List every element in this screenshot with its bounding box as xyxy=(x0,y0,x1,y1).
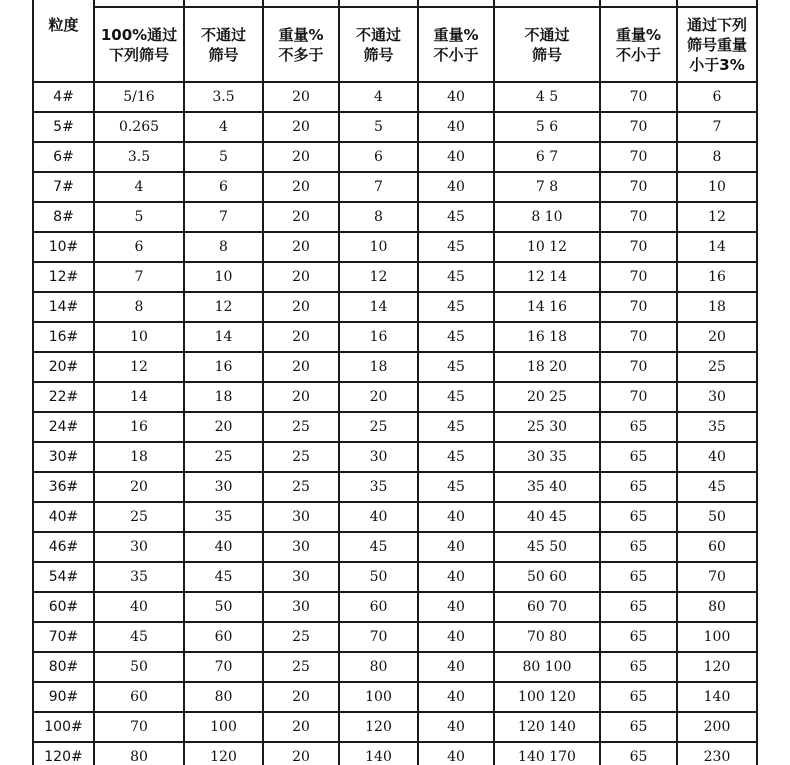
cell-pass-under-3pct: 70 xyxy=(677,562,757,592)
cell-pass-under-3pct: 20 xyxy=(677,322,757,352)
cell-range: 12 14 xyxy=(494,262,600,292)
cell-weight-max: 20 xyxy=(263,352,339,382)
cell-not-pass-2: 30 xyxy=(339,442,418,472)
cell-grain-size: 20# xyxy=(33,352,94,382)
cell-pass-100: 5/16 xyxy=(94,82,184,112)
table-row xyxy=(33,352,757,382)
cell-weight-min-1: 40 xyxy=(418,592,494,622)
cell-pass-under-3pct: 50 xyxy=(677,502,757,532)
table-row xyxy=(33,652,757,682)
cell-grain-size: 6# xyxy=(33,142,94,172)
cell-not-pass-1: 7 xyxy=(184,202,263,232)
cell-pass-100: 14 xyxy=(94,382,184,412)
cell-not-pass-1: 40 xyxy=(184,532,263,562)
header-not-pass-3: 不通过 筛号 xyxy=(494,7,600,82)
cell-weight-max: 30 xyxy=(263,562,339,592)
cell-not-pass-2: 100 xyxy=(339,682,418,712)
cell-not-pass-1: 45 xyxy=(184,562,263,592)
cell-not-pass-2: 45 xyxy=(339,532,418,562)
cell-weight-min-2: 65 xyxy=(600,652,677,682)
cell-pass-100: 6 xyxy=(94,232,184,262)
table-row xyxy=(33,682,757,712)
cell-not-pass-2: 6 xyxy=(339,142,418,172)
cell-range: 40 45 xyxy=(494,502,600,532)
cell-weight-min-1: 45 xyxy=(418,232,494,262)
cell-weight-max: 25 xyxy=(263,622,339,652)
table-row xyxy=(33,742,757,765)
cell-not-pass-1: 14 xyxy=(184,322,263,352)
cell-grain-size: 36# xyxy=(33,472,94,502)
cell-pass-under-3pct: 12 xyxy=(677,202,757,232)
cell-pass-under-3pct: 25 xyxy=(677,352,757,382)
cell-pass-100: 20 xyxy=(94,472,184,502)
cell-range: 100 120 xyxy=(494,682,600,712)
table-row xyxy=(33,712,757,742)
cell-weight-min-2: 65 xyxy=(600,562,677,592)
cell-not-pass-2: 10 xyxy=(339,232,418,262)
cell-not-pass-1: 16 xyxy=(184,352,263,382)
cell-weight-min-1: 45 xyxy=(418,472,494,502)
cell-weight-max: 20 xyxy=(263,172,339,202)
cell-pass-under-3pct: 18 xyxy=(677,292,757,322)
cell-weight-min-2: 65 xyxy=(600,532,677,562)
cell-pass-under-3pct: 120 xyxy=(677,652,757,682)
cell-pass-under-3pct: 100 xyxy=(677,622,757,652)
cell-not-pass-2: 16 xyxy=(339,322,418,352)
table-row xyxy=(33,442,757,472)
cell-pass-100: 8 xyxy=(94,292,184,322)
cell-weight-min-1: 40 xyxy=(418,652,494,682)
cell-weight-min-1: 40 xyxy=(418,712,494,742)
table-row xyxy=(33,142,757,172)
cell-pass-under-3pct: 6 xyxy=(677,82,757,112)
cell-weight-min-1: 45 xyxy=(418,262,494,292)
cell-weight-max: 25 xyxy=(263,442,339,472)
cell-weight-min-2: 65 xyxy=(600,682,677,712)
cell-not-pass-1: 18 xyxy=(184,382,263,412)
table-row xyxy=(33,322,757,352)
cell-not-pass-1: 5 xyxy=(184,142,263,172)
cell-weight-min-2: 70 xyxy=(600,142,677,172)
cell-not-pass-1: 4 xyxy=(184,112,263,142)
table-row xyxy=(33,502,757,532)
cell-grain-size: 5# xyxy=(33,112,94,142)
cell-pass-100: 0.265 xyxy=(94,112,184,142)
cell-pass-under-3pct: 80 xyxy=(677,592,757,622)
cell-grain-size: 90# xyxy=(33,682,94,712)
cell-weight-max: 20 xyxy=(263,322,339,352)
cell-not-pass-1: 6 xyxy=(184,172,263,202)
cell-weight-min-1: 45 xyxy=(418,292,494,322)
cell-pass-100: 10 xyxy=(94,322,184,352)
cell-not-pass-1: 20 xyxy=(184,412,263,442)
cell-weight-min-1: 45 xyxy=(418,412,494,442)
cell-not-pass-1: 120 xyxy=(184,742,263,765)
cell-not-pass-1: 3.5 xyxy=(184,82,263,112)
cell-weight-min-1: 45 xyxy=(418,322,494,352)
cell-pass-100: 16 xyxy=(94,412,184,442)
cell-weight-min-2: 65 xyxy=(600,502,677,532)
cell-pass-100: 50 xyxy=(94,652,184,682)
cell-weight-min-1: 45 xyxy=(418,202,494,232)
table-row xyxy=(33,232,757,262)
cell-pass-100: 80 xyxy=(94,742,184,765)
cell-weight-min-2: 70 xyxy=(600,202,677,232)
cell-not-pass-1: 30 xyxy=(184,472,263,502)
cell-weight-min-1: 40 xyxy=(418,502,494,532)
cell-range: 80 100 xyxy=(494,652,600,682)
cell-not-pass-1: 60 xyxy=(184,622,263,652)
cell-range: 16 18 xyxy=(494,322,600,352)
table-row xyxy=(33,592,757,622)
header-not-pass-1: 不通过 筛号 xyxy=(184,7,263,82)
cell-grain-size: 16# xyxy=(33,322,94,352)
cell-range: 4 5 xyxy=(494,82,600,112)
cell-weight-min-2: 70 xyxy=(600,82,677,112)
cell-pass-under-3pct: 30 xyxy=(677,382,757,412)
table-row xyxy=(33,622,757,652)
cell-grain-size: 10# xyxy=(33,232,94,262)
cell-pass-100: 60 xyxy=(94,682,184,712)
cell-not-pass-2: 5 xyxy=(339,112,418,142)
cell-pass-100: 12 xyxy=(94,352,184,382)
cell-not-pass-1: 25 xyxy=(184,442,263,472)
cell-weight-max: 30 xyxy=(263,532,339,562)
cell-weight-max: 20 xyxy=(263,232,339,262)
table-row xyxy=(33,202,757,232)
cell-grain-size: 14# xyxy=(33,292,94,322)
cell-not-pass-2: 40 xyxy=(339,502,418,532)
cell-not-pass-2: 120 xyxy=(339,712,418,742)
table-header-row xyxy=(33,7,757,82)
header-grain-size: 粒度 xyxy=(33,7,94,82)
cell-pass-100: 45 xyxy=(94,622,184,652)
cell-weight-min-1: 40 xyxy=(418,682,494,712)
cell-weight-min-2: 70 xyxy=(600,292,677,322)
cell-grain-size: 8# xyxy=(33,202,94,232)
cell-pass-100: 40 xyxy=(94,592,184,622)
cell-grain-size: 120# xyxy=(33,742,94,765)
cell-pass-under-3pct: 60 xyxy=(677,532,757,562)
header-weight-max: 重量% 不多于 xyxy=(263,7,339,82)
cell-grain-size: 54# xyxy=(33,562,94,592)
table-row xyxy=(33,82,757,112)
table-row xyxy=(33,112,757,142)
cell-grain-size: 30# xyxy=(33,442,94,472)
cell-weight-max: 20 xyxy=(263,202,339,232)
cell-pass-100: 7 xyxy=(94,262,184,292)
cell-range: 5 6 xyxy=(494,112,600,142)
table-row xyxy=(33,532,757,562)
cell-pass-under-3pct: 16 xyxy=(677,262,757,292)
cell-range: 25 30 xyxy=(494,412,600,442)
cell-weight-min-1: 40 xyxy=(418,112,494,142)
cell-weight-max: 20 xyxy=(263,712,339,742)
cell-weight-min-2: 70 xyxy=(600,262,677,292)
table-row xyxy=(33,562,757,592)
cell-pass-under-3pct: 45 xyxy=(677,472,757,502)
cell-not-pass-2: 7 xyxy=(339,172,418,202)
cell-weight-min-1: 45 xyxy=(418,382,494,412)
cell-pass-100: 3.5 xyxy=(94,142,184,172)
cell-range: 30 35 xyxy=(494,442,600,472)
cell-weight-min-2: 70 xyxy=(600,232,677,262)
table-row xyxy=(33,472,757,502)
cell-not-pass-2: 14 xyxy=(339,292,418,322)
cell-grain-size: 80# xyxy=(33,652,94,682)
cell-pass-under-3pct: 35 xyxy=(677,412,757,442)
cell-weight-min-1: 40 xyxy=(418,742,494,765)
cell-pass-under-3pct: 10 xyxy=(677,172,757,202)
cell-pass-under-3pct: 8 xyxy=(677,142,757,172)
cell-pass-100: 18 xyxy=(94,442,184,472)
cell-weight-min-2: 70 xyxy=(600,382,677,412)
cell-not-pass-2: 4 xyxy=(339,82,418,112)
cell-weight-min-2: 70 xyxy=(600,172,677,202)
cell-weight-min-1: 45 xyxy=(418,352,494,382)
cell-weight-min-2: 65 xyxy=(600,472,677,502)
cell-weight-max: 25 xyxy=(263,652,339,682)
cell-not-pass-2: 50 xyxy=(339,562,418,592)
cell-not-pass-1: 80 xyxy=(184,682,263,712)
cell-grain-size: 100# xyxy=(33,712,94,742)
cell-grain-size: 40# xyxy=(33,502,94,532)
cell-pass-100: 30 xyxy=(94,532,184,562)
cell-not-pass-2: 25 xyxy=(339,412,418,442)
cell-pass-under-3pct: 230 xyxy=(677,742,757,765)
cell-range: 6 7 xyxy=(494,142,600,172)
table-row xyxy=(33,412,757,442)
cell-weight-max: 20 xyxy=(263,142,339,172)
cell-range: 70 80 xyxy=(494,622,600,652)
cell-weight-min-2: 65 xyxy=(600,712,677,742)
header-pass-under-3pct: 通过下列 筛号重量 小于3% xyxy=(677,7,757,82)
cell-range: 14 16 xyxy=(494,292,600,322)
cell-weight-max: 20 xyxy=(263,292,339,322)
cell-not-pass-2: 8 xyxy=(339,202,418,232)
cell-grain-size: 4# xyxy=(33,82,94,112)
cell-not-pass-2: 80 xyxy=(339,652,418,682)
cell-weight-min-1: 40 xyxy=(418,172,494,202)
cell-range: 10 12 xyxy=(494,232,600,262)
cell-pass-100: 35 xyxy=(94,562,184,592)
cell-not-pass-1: 12 xyxy=(184,292,263,322)
cell-weight-max: 20 xyxy=(263,82,339,112)
cell-not-pass-1: 100 xyxy=(184,712,263,742)
table-top-partial-row xyxy=(33,0,757,7)
cell-weight-min-1: 40 xyxy=(418,622,494,652)
cell-range: 18 20 xyxy=(494,352,600,382)
cell-grain-size: 7# xyxy=(33,172,94,202)
cell-weight-min-2: 65 xyxy=(600,412,677,442)
cell-not-pass-1: 50 xyxy=(184,592,263,622)
header-weight-min-2: 重量% 不小于 xyxy=(600,7,677,82)
cell-grain-size: 22# xyxy=(33,382,94,412)
cell-weight-max: 30 xyxy=(263,592,339,622)
cell-pass-100: 70 xyxy=(94,712,184,742)
cell-weight-min-2: 65 xyxy=(600,442,677,472)
cell-weight-max: 20 xyxy=(263,112,339,142)
cell-not-pass-2: 60 xyxy=(339,592,418,622)
cell-range: 8 10 xyxy=(494,202,600,232)
cell-pass-under-3pct: 140 xyxy=(677,682,757,712)
cell-range: 50 60 xyxy=(494,562,600,592)
cell-range: 140 170 xyxy=(494,742,600,765)
cell-weight-min-2: 65 xyxy=(600,742,677,765)
cell-grain-size: 60# xyxy=(33,592,94,622)
cell-weight-min-1: 40 xyxy=(418,82,494,112)
cell-weight-max: 25 xyxy=(263,472,339,502)
cell-weight-min-1: 40 xyxy=(418,562,494,592)
table-row xyxy=(33,292,757,322)
cell-not-pass-1: 8 xyxy=(184,232,263,262)
cell-range: 60 70 xyxy=(494,592,600,622)
cell-weight-min-2: 65 xyxy=(600,592,677,622)
cell-grain-size: 46# xyxy=(33,532,94,562)
cell-weight-max: 20 xyxy=(263,262,339,292)
cell-grain-size: 24# xyxy=(33,412,94,442)
cell-weight-max: 25 xyxy=(263,412,339,442)
cell-weight-max: 20 xyxy=(263,382,339,412)
cell-weight-max: 20 xyxy=(263,682,339,712)
cell-pass-100: 4 xyxy=(94,172,184,202)
cell-weight-min-2: 70 xyxy=(600,352,677,382)
cell-not-pass-1: 35 xyxy=(184,502,263,532)
cell-pass-100: 5 xyxy=(94,202,184,232)
table-row xyxy=(33,382,757,412)
cell-pass-under-3pct: 14 xyxy=(677,232,757,262)
table-row xyxy=(33,172,757,202)
cell-range: 35 40 xyxy=(494,472,600,502)
cell-not-pass-2: 140 xyxy=(339,742,418,765)
grit-size-table xyxy=(32,0,758,765)
cell-weight-min-1: 45 xyxy=(418,442,494,472)
cell-pass-100: 25 xyxy=(94,502,184,532)
cell-pass-under-3pct: 40 xyxy=(677,442,757,472)
cell-pass-under-3pct: 200 xyxy=(677,712,757,742)
cell-weight-min-2: 70 xyxy=(600,112,677,142)
header-not-pass-2: 不通过 筛号 xyxy=(339,7,418,82)
cell-grain-size: 70# xyxy=(33,622,94,652)
cell-range: 45 50 xyxy=(494,532,600,562)
cell-not-pass-2: 18 xyxy=(339,352,418,382)
cell-weight-min-1: 40 xyxy=(418,532,494,562)
cell-range: 120 140 xyxy=(494,712,600,742)
cell-not-pass-2: 12 xyxy=(339,262,418,292)
cell-not-pass-2: 35 xyxy=(339,472,418,502)
cell-weight-min-2: 70 xyxy=(600,322,677,352)
cell-weight-min-1: 40 xyxy=(418,142,494,172)
header-pass-100: 100%通过 下列筛号 xyxy=(94,7,184,82)
cell-weight-max: 20 xyxy=(263,742,339,765)
cell-not-pass-1: 10 xyxy=(184,262,263,292)
cell-not-pass-2: 70 xyxy=(339,622,418,652)
cell-grain-size: 12# xyxy=(33,262,94,292)
cell-weight-min-2: 65 xyxy=(600,622,677,652)
cell-not-pass-2: 20 xyxy=(339,382,418,412)
cell-range: 20 25 xyxy=(494,382,600,412)
cell-not-pass-1: 70 xyxy=(184,652,263,682)
cell-weight-max: 30 xyxy=(263,502,339,532)
table-row xyxy=(33,262,757,292)
cell-range: 7 8 xyxy=(494,172,600,202)
cell-pass-under-3pct: 7 xyxy=(677,112,757,142)
header-weight-min-1: 重量% 不小于 xyxy=(418,7,494,82)
